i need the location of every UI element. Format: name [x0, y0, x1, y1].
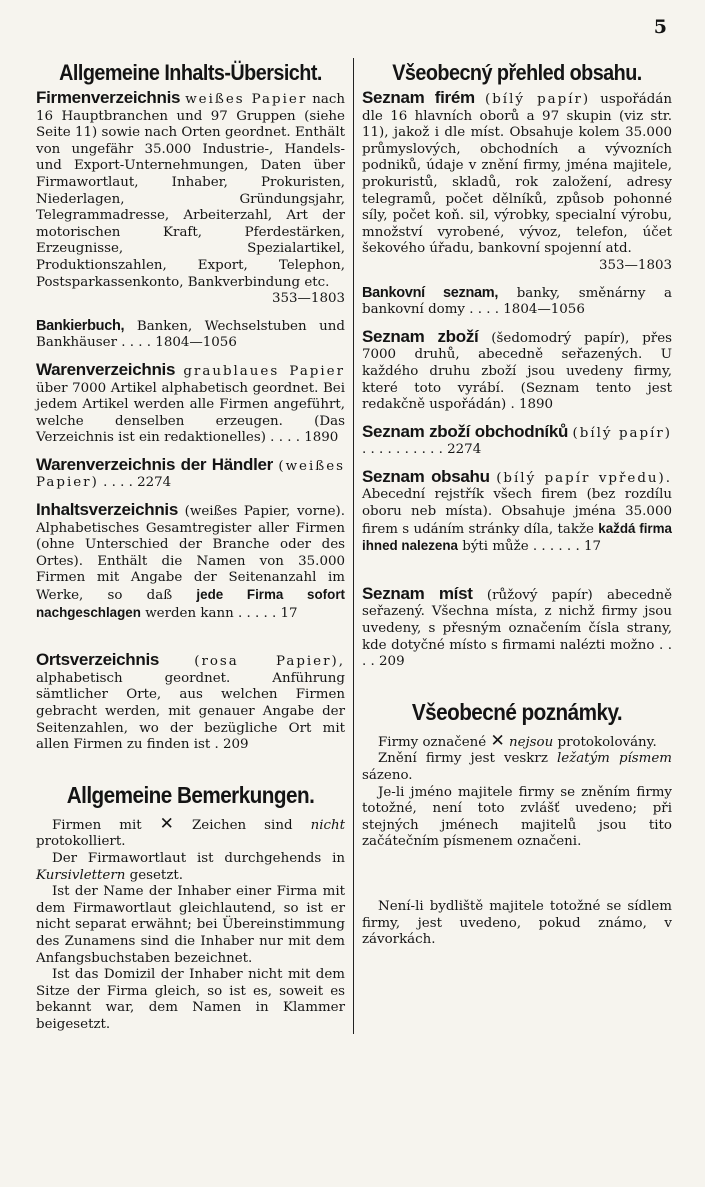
entry-bankovni-seznam: [362, 285, 672, 319]
note-owner-name: Je-li jméno majitele firmy se zněním firmy totožné, není toto zvlášť uvedeno; při stejných jménech majitelů jsou tito začátečním písmenem označeni.: [362, 784, 672, 850]
entry-inhaltsverzeichnis: [36, 502, 345, 622]
entry-term: Firmenverzeichnis: [36, 88, 181, 107]
entry-term: Inhaltsverzeichnis: [36, 500, 178, 520]
entry-pages: 353—1803: [271, 291, 345, 307]
note-text: protokolovány.: [557, 734, 657, 750]
entry-term: Seznam míst: [362, 583, 473, 603]
note-text: Der Firmawortlaut ist durchgehends in: [52, 850, 345, 866]
entry-term: Seznam firém: [362, 88, 475, 107]
note-italic: nejsou: [508, 734, 554, 750]
entry-seznam-firem: [362, 90, 672, 275]
entry-paper: (rosa Papier),: [194, 654, 345, 670]
entry-term: Seznam zboží: [362, 326, 479, 346]
note-owner-name: Ist der Name der Inhaber einer Firma mit dem Firmawortlaut gleichlautend, so ist er nicht separat erwähnt; bei Übereinstimmung des Zunamens sind die Inhaber nur mit dem Anfangsbuchstaben bezeichnet.: [36, 884, 345, 966]
page-number: 5: [653, 16, 667, 38]
entry-text: přes 7000 druhů, abecedně seřazených. U každého druhu zboží jsou uvedeny firmy, které toto vyrábí. (Seznam tento jest redakčně uspořádán) . 1890: [362, 330, 672, 413]
note-text: Zeichen sind: [191, 817, 293, 833]
entry-text: uspořádán dle 16 hlavních oborů a 97 skupin (viz str. 11), jakož i dle míst. Obsahuje kolem 35.000 průmyslových, obchodních a vývozních podniků, údaje v znění firmy, jména majitele, prokuristů, skladů, rok založení, adresy telegramů, počet dělníků, způsob pohonné síly, počet koň. sil, výrobky, specialní výrobu, množství vyrobené, vývoz, telefon, účet šekového úřadu, bankovní spojenní atd.: [362, 92, 672, 257]
note-text: Firmen mit: [52, 817, 142, 833]
entry-term: Bankierbuch,: [36, 317, 125, 334]
czech-overview-title: Všeobecný přehled obsahu.: [392, 60, 642, 85]
entry-text: über 7000 Artikel alphabetisch geordnet. Bei jedem Artikel werden alle Firmen angeführt, welche denselben erzeugen. (Das Verzeichnis ist ein redaktionelles) . . . . 1890: [36, 380, 345, 446]
german-notes-title: Allgemeine Bemerkungen.: [66, 781, 315, 808]
entry-paper: (bílý papír vpředu).: [496, 470, 672, 486]
entry-text: nach 16 Hauptbranchen und 97 Gruppen (siehe Seite 11) sowie nach Orten geordnet. Enthält von ungefähr 35.000 Industrie-, Handels- und Export-Unternehmungen, Daten über Firmawortlaut, Inhaber, Prokuristen, Niederlagen, Gründungsjahr, Telegrammadresse, Arbeiterzahl, Art der motorischen Kraft, Pferdestärken, Erzeugnisse, Spezialartikel, Produktionszahlen, Export, Telephon, Postsparkassenkonto, Bankverbindung etc.: [36, 92, 345, 290]
entry-warenverzeichnis-haendler: [36, 454, 345, 492]
entry-ortsverzeichnis: [36, 652, 345, 754]
entry-paper: (bílý papír): [485, 92, 591, 107]
note-italic: nicht: [310, 817, 346, 833]
entry-seznam-zbozi: [362, 326, 672, 414]
note-text: sázeno.: [362, 768, 413, 783]
note-cross-mark: [362, 730, 672, 752]
note-text: Znění firmy jest veskrz: [378, 751, 548, 767]
note-italic: Kursivlettern: [36, 867, 126, 883]
note-italic-lettering: [362, 751, 672, 784]
entry-text: Abecední rejstřík všech firem (bez rozdílu oboru neb místa). Obsahuje jména 35.000 firem s udáním stránky díla, takže: [362, 487, 672, 537]
entry-term: Ortsverzeichnis: [36, 650, 160, 670]
entry-seznam-obsahu: [362, 466, 672, 556]
entry-text: Alphabetisches Gesamtregister aller Firmen (ohne Unterschied der Branche oder des Ortes). Enthält die Namen von 35.000 Firmen mit Angabe der Seitenanzahl im Werke, so daß: [36, 520, 345, 604]
note-domicile: Není-li bydliště majitele totožné se sídlem firmy, jest uvedeno, pokud známo, v závorkách.: [362, 898, 672, 948]
entry-warenverzeichnis: [36, 359, 345, 447]
entry-text: abecedně seřazený. Všechna místa, z nichž firmy jsou uvedeny, s přesným označením čísla strany, kde dotyčné místo s firmami nalézti možno . . . . 209: [362, 587, 672, 670]
note-text: protokolliert.: [36, 834, 126, 850]
entry-seznam-mist: [362, 583, 672, 671]
entry-term: Seznam zboží obchodníků: [362, 421, 569, 441]
entry-term: Warenverzeichnis: [36, 359, 176, 379]
entry-paper: (weißes Papier, vorne).: [184, 504, 345, 520]
entry-text: . . . . . . . . . . 2274: [362, 442, 482, 458]
entry-text: Banken, Wechselstuben und Bankhäuser . . . . 1804—1056: [36, 318, 346, 351]
entry-firmenverzeichnis: [36, 90, 345, 308]
entry-paper: (šedomodrý papír),: [491, 330, 630, 346]
cross-mark-icon: ✕: [490, 730, 505, 751]
entry-paper: graublaues Papier: [183, 363, 345, 379]
note-italic: ležatým písmem: [556, 751, 672, 767]
note-italic-lettering: [36, 851, 345, 884]
entry-emphasis: jede Firma sofort nachgeschlagen: [36, 587, 345, 620]
two-column-layout: [36, 58, 672, 1034]
entry-paper: (weißes Papier): [36, 458, 345, 491]
entry-paper: (bílý papír): [572, 425, 672, 441]
note-text: gesetzt.: [129, 867, 184, 883]
entry-pages: 353—1803: [598, 257, 672, 273]
entry-term: Seznam obsahu: [362, 466, 490, 486]
note-cross-mark: [36, 813, 346, 851]
entry-text: banky, směnárny a bankovní domy . . . . 1804—1056: [362, 285, 672, 318]
entry-text-end: býti může . . . . . . 17: [462, 539, 601, 555]
entry-text-end: werden kann . . . . . 17: [145, 605, 298, 621]
entry-term: Warenverzeichnis der Händler: [36, 454, 273, 474]
note-text: Firmy označené: [378, 734, 487, 750]
czech-notes-title: Všeobecné poznámky.: [411, 698, 623, 725]
entry-paper: weißes Papier: [185, 92, 308, 107]
entry-text: . . . . 2274: [103, 475, 172, 491]
entry-term: Bankovní seznam,: [362, 284, 499, 301]
note-domicile: Ist das Domizil der Inhaber nicht mit dem Sitze der Firma gleich, so ist es, soweit es bekannt war, dem Namen in Klammer beigesetzt.: [36, 967, 345, 1032]
entry-emphasis: každá firma ihned nalezena: [362, 520, 672, 554]
german-overview-title: Allgemeine Inhalts-Übersicht.: [59, 60, 322, 85]
entry-paper: (růžový papír): [486, 587, 593, 603]
entry-seznam-zbozi-obchodniku: [362, 421, 672, 459]
cross-mark-icon: ✕: [159, 813, 174, 834]
german-column: [36, 58, 354, 1034]
entry-bankierbuch: [36, 318, 345, 352]
entry-text: alphabetisch geordnet. Anführung sämtlicher Orte, aus welchen Firmen gebracht werden, mit genauer Angabe der Seitenzahlen, wo der bezügliche Ort mit allen Firmen zu finden ist . 209: [36, 670, 345, 753]
czech-column: [354, 58, 672, 1034]
